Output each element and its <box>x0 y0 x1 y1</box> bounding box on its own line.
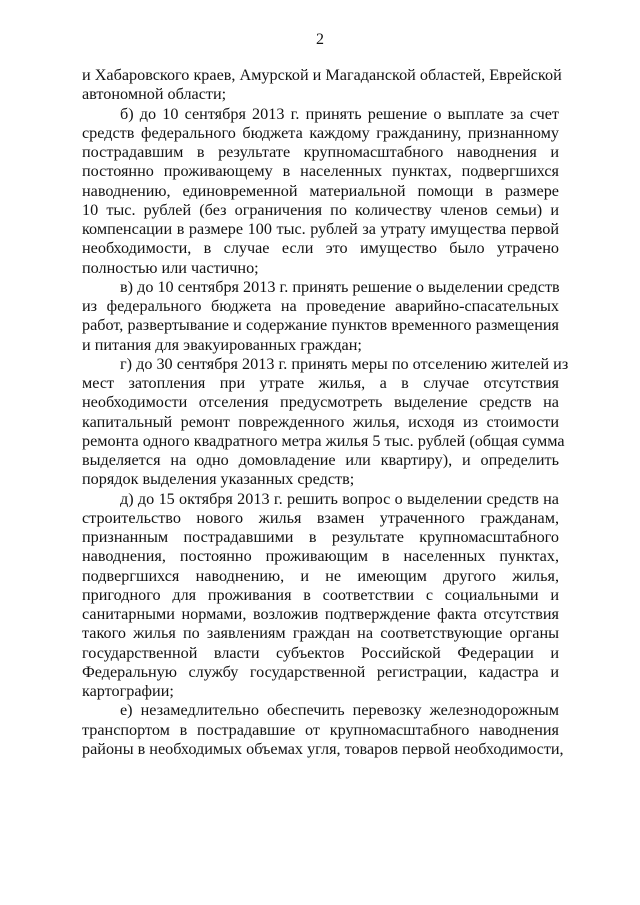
text-line: наводнения, постоянно проживающим в населенных пунктах, <box>82 547 559 566</box>
text-line: средств федерального бюджета каждому гражданину, признанному <box>82 123 559 142</box>
text-line: выделяется на одно домовладение или квартиру), и определить <box>82 451 559 469</box>
text-line: капитальный ремонт поврежденного жилья, исходя из стоимости <box>82 412 559 431</box>
text-line: г) до 30 сентября 2013 г. принять меры по отселению жителей из <box>120 354 569 373</box>
paragraph-item-g <box>82 354 569 490</box>
text-line: подвергшихся наводнению, и не имеющим другого жилья, <box>82 566 559 585</box>
text-line: Федеральную службу государственной регистрации, кадастра и <box>82 662 559 681</box>
text-line: постоянно проживающему в населенных пунктах, подвергшихся <box>82 162 559 181</box>
text-line: необходимости, в случае если это имущество было утрачено <box>82 239 559 258</box>
text-line: пригодного для проживания в соответствии с социальными и <box>82 585 559 604</box>
text-line: мест затопления при утрате жилья, а в случае отсутствия <box>82 374 559 392</box>
text-line: порядок выделения указанных средств; <box>82 470 355 489</box>
text-line: автономной области; <box>82 85 227 104</box>
text-line: признанным пострадавшими в результате крупномасштабного <box>82 528 559 546</box>
text-line: и Хабаровского краев, Амурской и Магаданской областей, Еврейской <box>82 66 562 84</box>
page-number: 2 <box>316 31 324 48</box>
text-line: государственной власти субъектов Российской Федерации и <box>82 643 559 662</box>
text-line: районы в необходимых объемах угля, товаров первой необходимости, <box>82 739 564 758</box>
text-line: санитарными нормами, возложив подтверждение факта отсутствия <box>82 605 559 623</box>
text-line: б) до 10 сентября 2013 г. принять решение о выплате за счет <box>120 104 559 123</box>
text-line: компенсации в размере 100 тыс. рублей за утрату имущества первой <box>82 220 559 238</box>
text-line: 10 тыс. рублей (без ограничения по количеству членов семьи) и <box>82 200 559 219</box>
text-line: д) до 15 октября 2013 г. решить вопрос о выделении средств на <box>120 489 559 508</box>
paragraph-item-d <box>82 490 559 702</box>
text-line: и питания для эвакуированных граждан; <box>82 335 362 354</box>
text-line: е) незамедлительно обеспечить перевозку железнодорожным <box>120 701 559 720</box>
paragraph-continuation <box>82 66 562 105</box>
text-line: полностью или частично; <box>82 258 259 277</box>
paragraph-item-b <box>82 105 559 278</box>
text-line: пострадавшим в результате крупномасштабного наводнения и <box>82 143 559 161</box>
document-body <box>82 66 569 759</box>
text-line: транспортом в пострадавшие от крупномасштабного наводнения <box>82 720 559 739</box>
text-line: картографии; <box>82 682 174 700</box>
paragraph-item-v <box>82 278 559 355</box>
text-line: ремонта одного квадратного метра жилья 5 тыс. рублей (общая сумма <box>82 431 565 450</box>
text-line: наводнению, единовременной материальной помощи в размере <box>82 181 559 200</box>
text-line: такого жилья по заявлениям граждан на соответствующие органы <box>82 624 559 643</box>
text-line: в) до 10 сентября 2013 г. принять решение о выделении средств <box>120 277 560 296</box>
text-line: из федерального бюджета на проведение аварийно-спасательных <box>82 297 559 315</box>
text-line: необходимости отселения предусмотреть выделение средств на <box>82 393 559 412</box>
text-line: строительство нового жилья взамен утраченного гражданам, <box>82 508 559 527</box>
text-line: работ, развертывание и содержание пунктов временного размещения <box>82 316 559 335</box>
paragraph-item-e <box>82 701 564 759</box>
